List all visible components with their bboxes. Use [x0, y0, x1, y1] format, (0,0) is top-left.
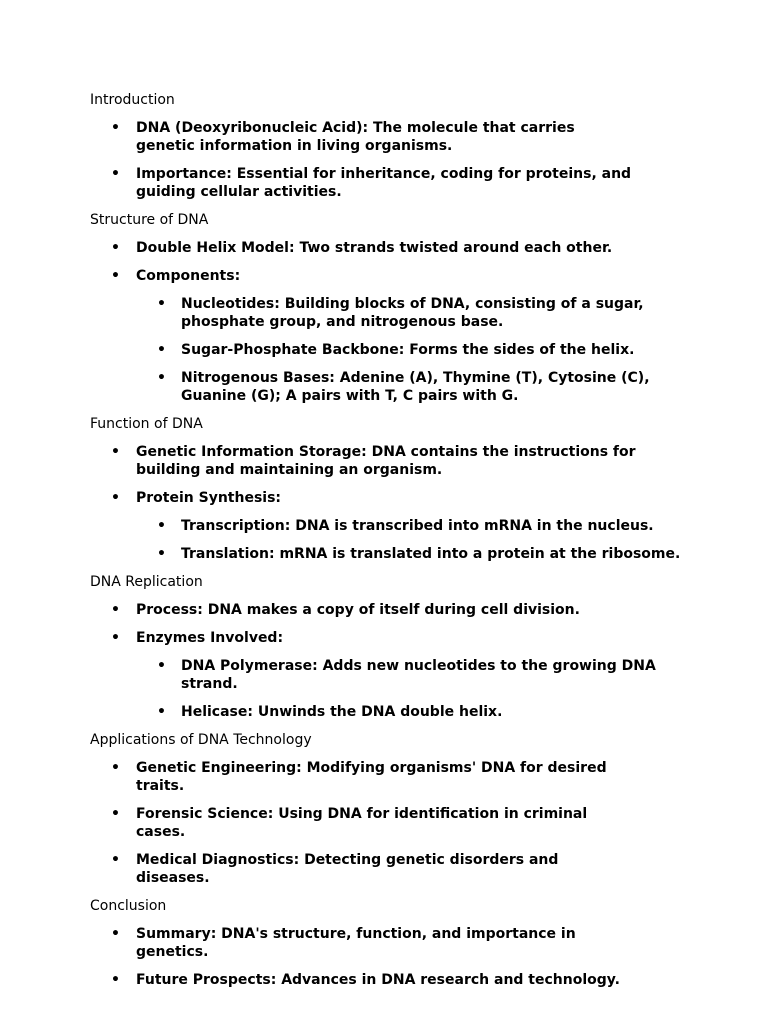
list-item-text: Genetic Information Storage: DNA contains the instructions for building and maintaining an organism. [136, 444, 636, 478]
list-item-text: Process: DNA makes a copy of itself during cell division. [136, 602, 580, 618]
list-item [90, 165, 768, 201]
sub-list-item-text: Nucleotides: Building blocks of DNA, consisting of a sugar, phosphate group, and nitrogenous base. [181, 296, 644, 330]
bullet-icon: • [157, 296, 166, 312]
list-item [90, 925, 768, 961]
bullet-icon: • [111, 806, 120, 822]
sub-list-item [136, 369, 768, 405]
bullet-list [90, 759, 768, 887]
sub-list-item-text: Nitrogenous Bases: Adenine (A), Thymine (T), Cytosine (C), Guanine (G); A pairs with T, C pairs with G. [181, 370, 650, 404]
bullet-list [90, 443, 768, 563]
sub-list-item [136, 341, 768, 359]
list-item-text: Protein Synthesis: [136, 490, 282, 506]
bullet-icon: • [111, 166, 120, 182]
list-item [90, 971, 768, 989]
list-item-text: Enzymes Involved: [136, 630, 284, 646]
list-item [90, 267, 768, 405]
list-item [90, 443, 768, 479]
sub-list-item [136, 703, 768, 721]
bullet-list [90, 601, 768, 721]
sub-list-item [136, 657, 768, 693]
list-item [90, 489, 768, 563]
section-function-of-dna [90, 415, 768, 563]
list-item [90, 851, 768, 887]
sub-list-item [136, 545, 768, 563]
list-item-text: Genetic Engineering: Modifying organisms' DNA for desired traits. [136, 760, 607, 794]
sub-list-item [136, 295, 768, 331]
bullet-icon: • [111, 972, 120, 988]
section-heading: Structure of DNA [90, 212, 209, 228]
bullet-icon: • [111, 444, 120, 460]
bullet-icon: • [111, 760, 120, 776]
sub-list-item-text: Helicase: Unwinds the DNA double helix. [181, 704, 503, 720]
sub-bullet-list [136, 295, 768, 405]
bullet-icon: • [111, 268, 120, 284]
list-item-text: Forensic Science: Using DNA for identification in criminal cases. [136, 806, 588, 840]
list-item-text: DNA (Deoxyribonucleic Acid): The molecule that carries genetic information in living organisms. [136, 120, 575, 154]
bullet-icon: • [157, 546, 166, 562]
list-item [90, 805, 768, 841]
section-heading: DNA Replication [90, 574, 203, 590]
bullet-icon: • [111, 630, 120, 646]
bullet-icon: • [111, 240, 120, 256]
list-item [90, 119, 768, 155]
sub-list-item [136, 517, 768, 535]
sub-bullet-list [136, 517, 768, 563]
section-dna-replication [90, 573, 768, 721]
bullet-icon: • [111, 120, 120, 136]
list-item [90, 759, 768, 795]
bullet-list [90, 119, 768, 201]
bullet-icon: • [111, 926, 120, 942]
bullet-icon: • [157, 518, 166, 534]
section-structure-of-dna [90, 211, 768, 405]
sub-list-item-text: Sugar-Phosphate Backbone: Forms the sides of the helix. [181, 342, 635, 358]
section-heading: Function of DNA [90, 416, 203, 432]
bullet-icon: • [157, 370, 166, 386]
section-introduction [90, 91, 768, 201]
list-item-text: Importance: Essential for inheritance, coding for proteins, and guiding cellular activities. [136, 166, 632, 200]
sub-list-item-text: Transcription: DNA is transcribed into mRNA in the nucleus. [181, 518, 654, 534]
bullet-icon: • [111, 490, 120, 506]
sub-list-item-text: DNA Polymerase: Adds new nucleotides to the growing DNA strand. [181, 658, 656, 692]
bullet-icon: • [111, 852, 120, 868]
sub-list-item-text: Translation: mRNA is translated into a protein at the ribosome. [181, 546, 681, 562]
bullet-icon: • [157, 704, 166, 720]
section-conclusion [90, 897, 768, 989]
bullet-list [90, 925, 768, 989]
section-applications-of-dna-technology [90, 731, 768, 887]
section-heading: Introduction [90, 92, 175, 108]
bullet-icon: • [111, 602, 120, 618]
bullet-list [90, 239, 768, 405]
section-heading: Applications of DNA Technology [90, 732, 312, 748]
list-item-text: Double Helix Model: Two strands twisted around each other. [136, 240, 613, 256]
list-item-text: Medical Diagnostics: Detecting genetic disorders and diseases. [136, 852, 559, 886]
bullet-icon: • [157, 658, 166, 674]
list-item-text: Summary: DNA's structure, function, and importance in genetics. [136, 926, 576, 960]
list-item-text: Future Prospects: Advances in DNA research and technology. [136, 972, 620, 988]
section-heading: Conclusion [90, 898, 167, 914]
list-item-text: Components: [136, 268, 241, 284]
bullet-icon: • [157, 342, 166, 358]
sub-bullet-list [136, 657, 768, 721]
list-item [90, 601, 768, 619]
list-item [90, 239, 768, 257]
list-item [90, 629, 768, 721]
